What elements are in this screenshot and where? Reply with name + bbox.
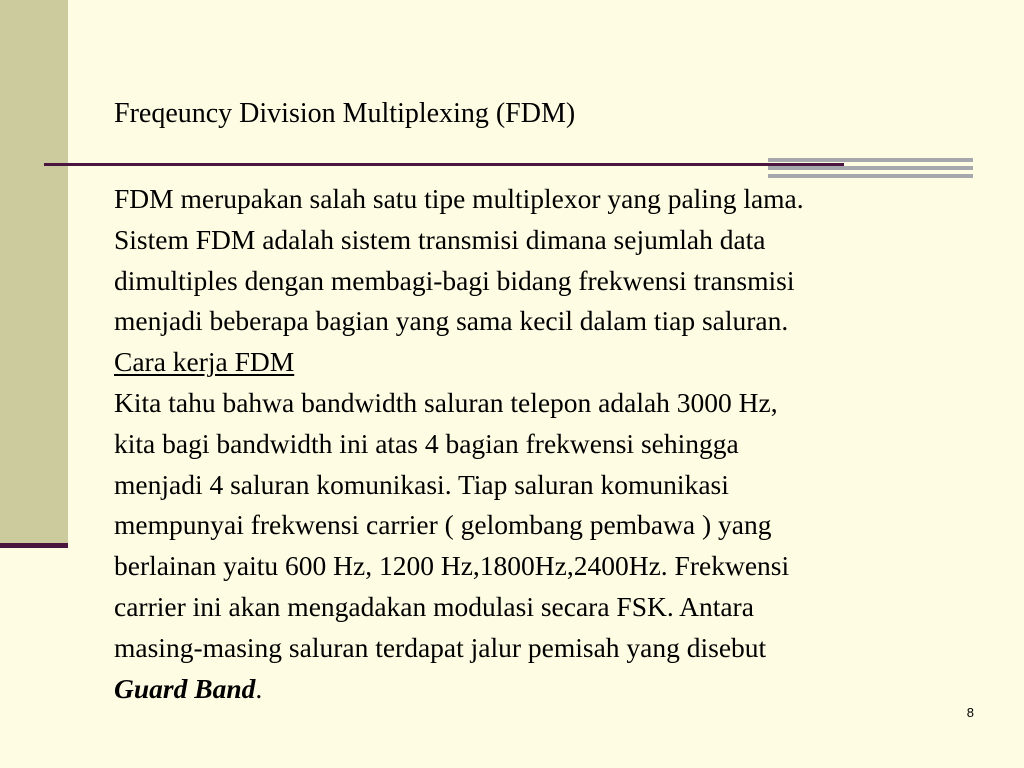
body-line: carrier ini akan mengadakan modulasi secara FSK. Antara: [114, 590, 754, 622]
body-line: kita bagi bandwidth ini atas 4 bagian frekwensi sehingga: [114, 427, 739, 459]
gray-decorative-bar: [768, 166, 973, 170]
guard-band-period: .: [255, 672, 263, 704]
body-line: menjadi 4 saluran komunikasi. Tiap saluran komunikasi: [114, 468, 729, 500]
gray-decorative-bar: [768, 158, 973, 162]
body-line: masing-masing saluran terdapat jalur pemisah yang disebut: [114, 631, 767, 663]
body-line: FDM merupakan salah satu tipe multiplexor yang paling lama.: [114, 183, 804, 214]
slide-number: 8: [966, 705, 974, 720]
body-line: Sistem FDM adalah sistem transmisi dimana sejumlah data: [114, 223, 766, 255]
gray-decorative-bar: [768, 174, 973, 178]
guard-band-line: [114, 669, 994, 710]
left-decorative-band: [0, 0, 68, 548]
body-line: mempunyai frekwensi carrier ( gelombang pembawa ) yang: [114, 509, 772, 541]
subheading: Cara kerja FDM: [114, 346, 295, 378]
body-line: menjadi beberapa bagian yang sama kecil dalam tiap saluran.: [114, 305, 789, 337]
body-line: berlainan yaitu 600 Hz, 1200 Hz,1800Hz,2400Hz. Frekwensi: [114, 550, 790, 582]
guard-band-term: Guard Band: [114, 672, 256, 704]
body-line: Kita tahu bahwa bandwidth saluran telepon adalah 3000 Hz,: [114, 386, 778, 418]
slide-body: [114, 179, 994, 709]
left-accent-line: [0, 543, 68, 548]
body-line: dimultiples dengan membagi-bagi bidang frekwensi transmisi: [114, 264, 795, 296]
slide-title: Freqeuncy Division Multiplexing (FDM): [114, 98, 576, 129]
subheading-line: [114, 342, 994, 383]
title-divider-line: [44, 163, 844, 166]
